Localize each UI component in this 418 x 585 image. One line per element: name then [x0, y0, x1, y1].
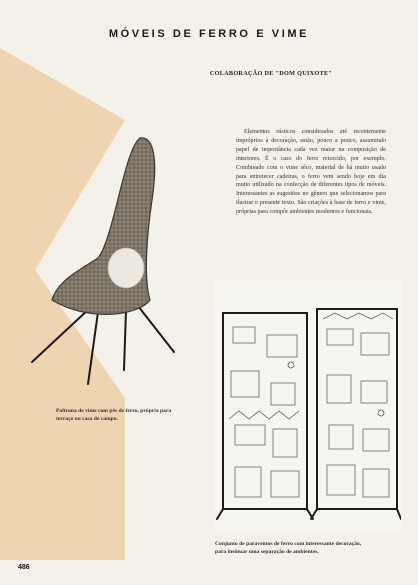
article-subtitle: COLABORAÇÃO DE "DOM QUIXOTE"	[209, 70, 333, 77]
article-body: Elementos rústicos considerados até recentemente impróprios à decoração, estão, pouco a pouco, assumindo papel de importância cada vez maior na composição de interiores. É o caso do ferro retorcido, por exemplo. Combinado com o vime sêco, material de há muito usado para entretecer cadeiras, o ferro vem sendo hoje em dia muito utilizado na confecção de diferentes tipos de móveis. Interessantes as sugestões no gênero que selecionamos para ilustrar o presente texto. São criações à base de ferro e vime, próprias para compôr ambientes modernos e funcionais.	[236, 129, 386, 216]
iron-screens-photo	[215, 279, 401, 533]
page-title: MÓVEIS DE FERRO E VIME	[108, 28, 310, 40]
chair-caption: Poltrona de vime com pés de ferro, própria para terraço ou casa de campo.	[56, 408, 172, 422]
screens-caption: Conjunto de paraventos de ferro com interessante decoração, para insinuar uma separação de ambientes.	[215, 541, 362, 555]
page-number: 486	[18, 564, 30, 571]
wicker-chair-photo	[28, 130, 188, 400]
